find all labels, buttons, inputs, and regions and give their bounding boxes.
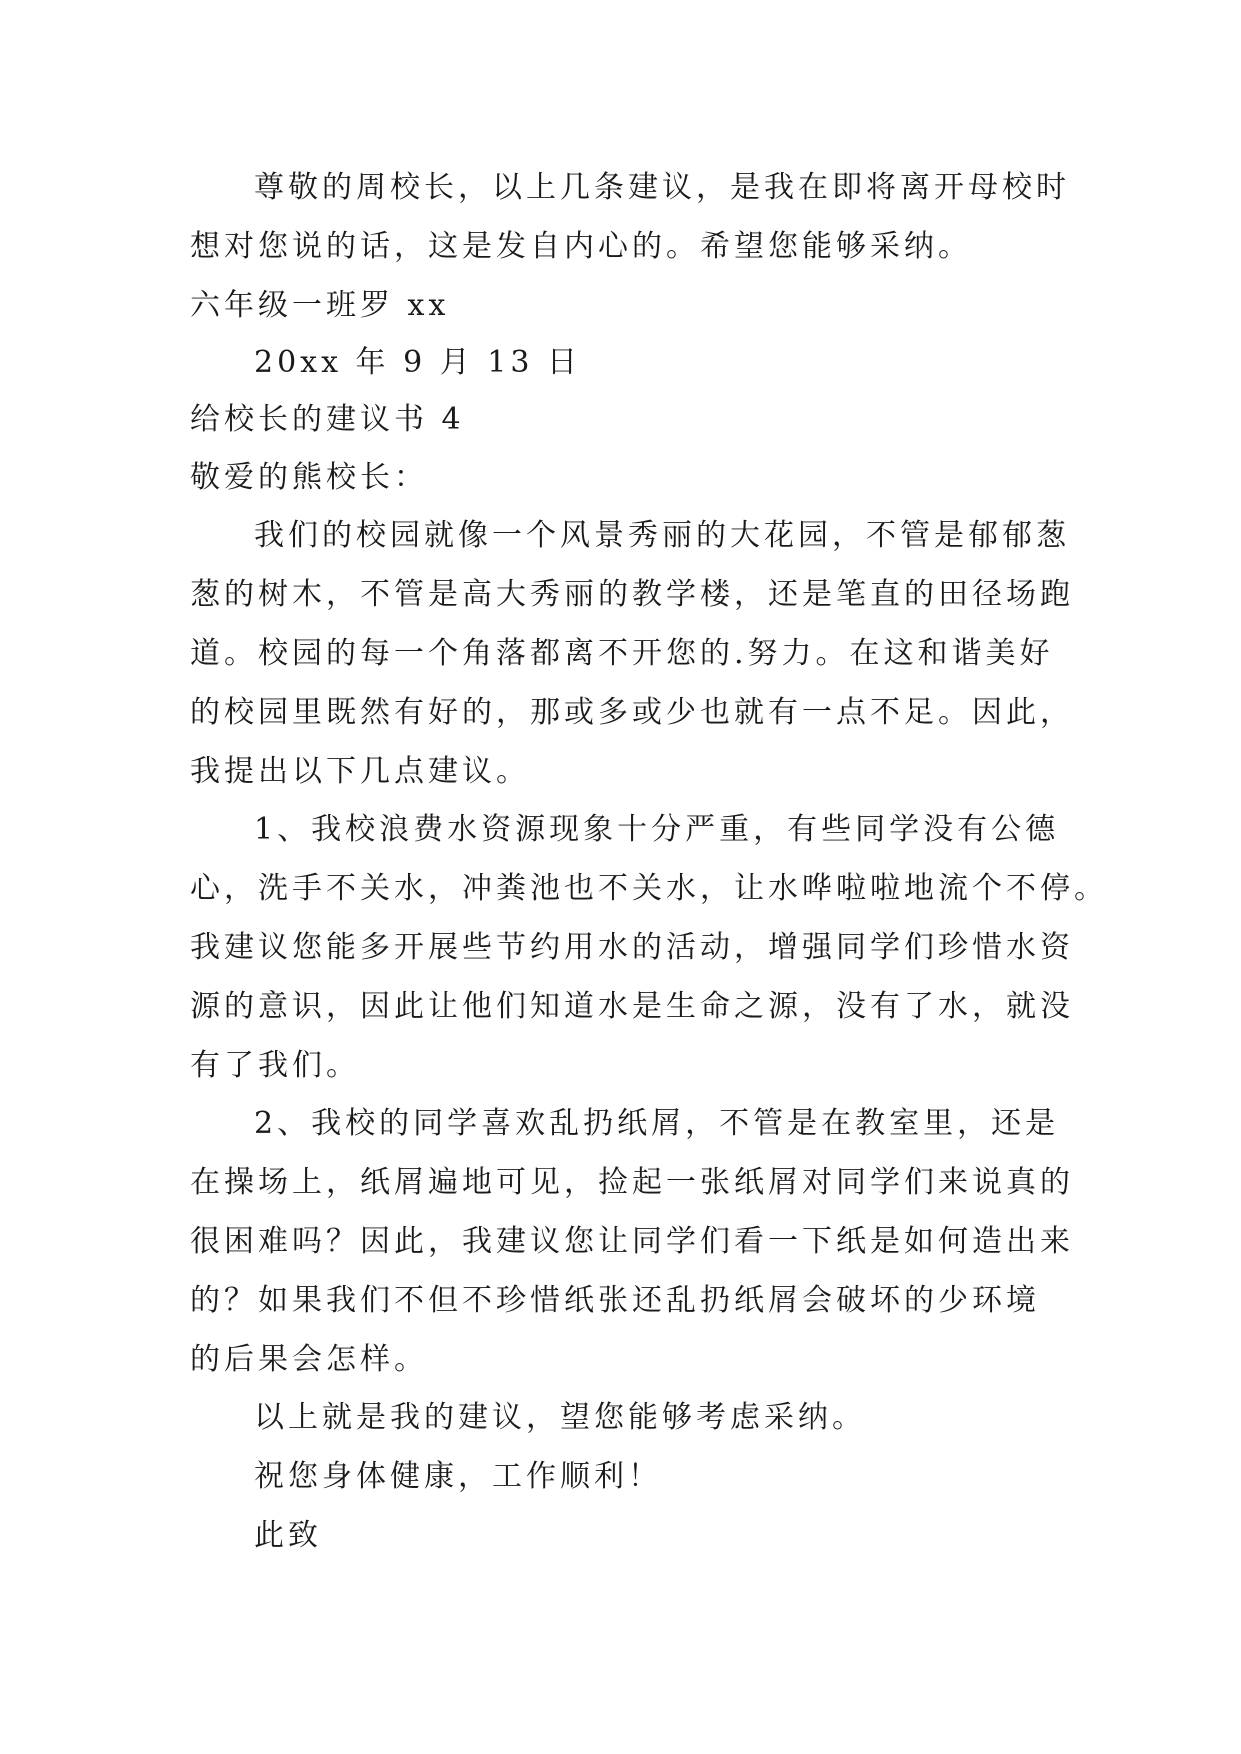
signature-line: 六年级一班罗 xx <box>190 288 450 323</box>
paragraph-line: 我提出以下几点建议。 <box>190 754 530 789</box>
paragraph-line: 很困难吗？因此，我建议您让同学们看一下纸是如何造出来 <box>190 1224 1074 1259</box>
closing-line: 祝您身体健康，工作顺利！ <box>254 1459 662 1494</box>
date-line: 20xx 年 9 月 13 日 <box>254 345 581 380</box>
paragraph-line: 的后果会怎样。 <box>190 1342 428 1377</box>
paragraph-line: 的校园里既然有好的，那或多或少也就有一点不足。因此， <box>190 695 1074 730</box>
paragraph-line: 葱的树木，不管是高大秀丽的教学楼，还是笔直的田径场跑 <box>190 577 1074 612</box>
closing-line: 此致 <box>254 1518 322 1553</box>
paragraph-line: 想对您说的话，这是发自内心的。希望您能够采纳。 <box>190 229 972 264</box>
paragraph-line: 有了我们。 <box>190 1048 360 1083</box>
paragraph-line: 2、我校的同学喜欢乱扔纸屑，不管是在教室里，还是 <box>254 1106 1060 1141</box>
paragraph-line: 尊敬的周校长，以上几条建议，是我在即将离开母校时 <box>254 170 1070 205</box>
paragraph-line: 1、我校浪费水资源现象十分严重，有些同学没有公德 <box>254 812 1060 847</box>
salutation: 敬爱的熊校长： <box>190 460 428 495</box>
paragraph-line: 的？如果我们不但不珍惜纸张还乱扔纸屑会破坏的少环境 <box>190 1283 1040 1318</box>
closing-line: 以上就是我的建议，望您能够考虑采纳。 <box>254 1400 866 1435</box>
section-title: 给校长的建议书 4 <box>190 402 465 437</box>
paragraph-line: 心，洗手不关水，冲粪池也不关水，让水哗啦啦地流个不停。 <box>190 871 1108 906</box>
paragraph-line: 我建议您能多开展些节约用水的活动，增强同学们珍惜水资 <box>190 930 1074 965</box>
paragraph-line: 源的意识，因此让他们知道水是生命之源，没有了水，就没 <box>190 989 1074 1024</box>
paragraph-line: 我们的校园就像一个风景秀丽的大花园，不管是郁郁葱 <box>254 518 1070 553</box>
paragraph-line: 道。校园的每一个角落都离不开您的.努力。在这和谐美好 <box>190 636 1054 671</box>
paragraph-line: 在操场上，纸屑遍地可见，捡起一张纸屑对同学们来说真的 <box>190 1165 1074 1200</box>
